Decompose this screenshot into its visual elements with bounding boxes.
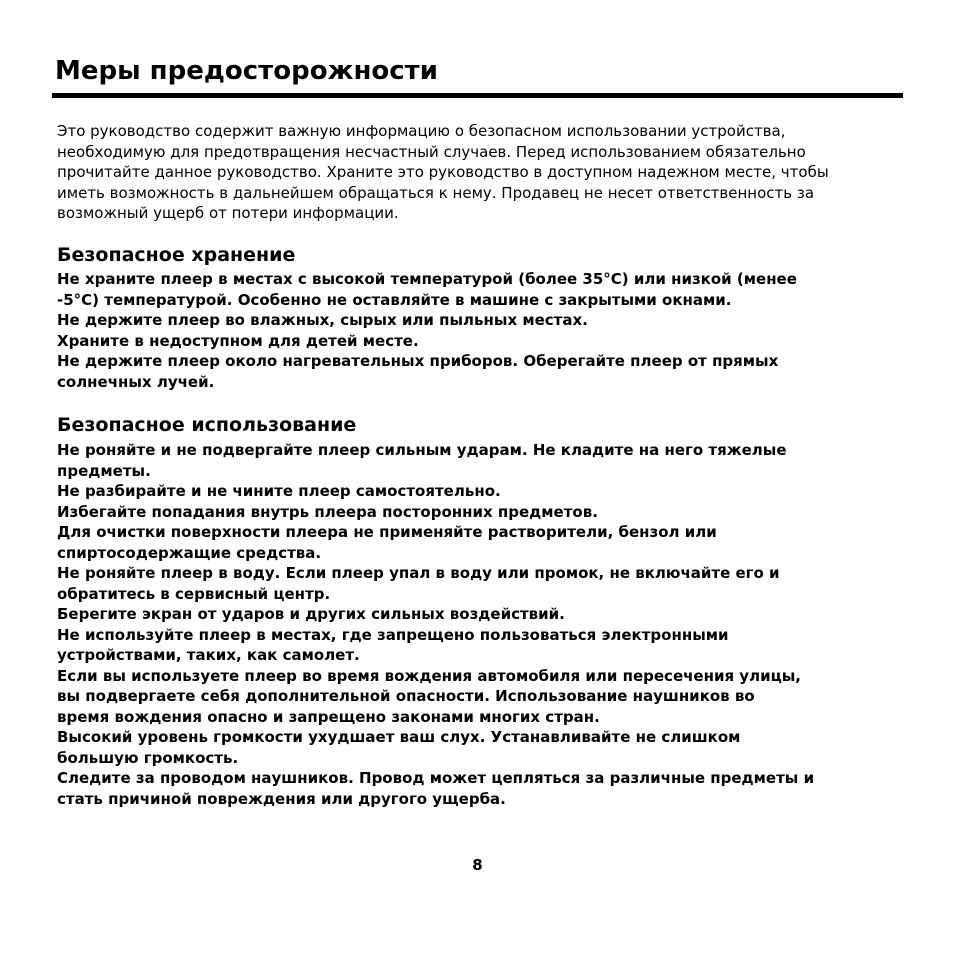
text-line: Следите за проводом наушников. Провод может цепляться за различные предметы и bbox=[57, 769, 815, 787]
text-line: предметы. bbox=[57, 461, 151, 480]
storage-section bbox=[57, 269, 797, 392]
text-line: Не роняйте и не подвергайте плеер сильным ударам. Не кладите на него тяжелые bbox=[57, 441, 787, 459]
text-line: Это руководство содержит важную информацию о безопасном использовании устройства, bbox=[57, 122, 786, 140]
storage-heading: Безопасное хранение bbox=[57, 244, 296, 266]
text-line: Для очистки поверхности плеера не применяйте растворители, бензол или bbox=[57, 523, 717, 541]
text-line: иметь возможность в дальнейшем обращаться к нему. Продавец не несет ответственность за bbox=[57, 183, 815, 202]
page-title: Меры предосторожности bbox=[55, 56, 438, 86]
text-line: устройствами, таких, как самолет. bbox=[57, 646, 360, 664]
text-line: Если вы используете плеер во время вождения автомобиля или пересечения улицы, bbox=[57, 666, 801, 685]
text-line: вы подвергаете себя дополнительной опасности. Использование наушников во bbox=[57, 687, 755, 705]
text-line: Избегайте попадания внутрь плеера посторонних предметов. bbox=[57, 502, 598, 521]
text-line: обратитесь в сервисный центр. bbox=[57, 584, 331, 603]
text-line: прочитайте данное руководство. Храните это руководство в доступном надежном месте, чтобы bbox=[57, 163, 829, 181]
text-line: Высокий уровень громкости ухудшает ваш слух. Устанавливайте не слишком bbox=[57, 728, 741, 746]
text-line: Не используйте плеер в местах, где запрещено пользоваться электронными bbox=[57, 625, 729, 644]
text-line: необходимую для предотвращения несчастный случаев. Перед использованием обязательно bbox=[57, 142, 806, 161]
intro-paragraph bbox=[57, 121, 829, 224]
text-line: Не храните плеер в местах с высокой температурой (более 35°C) или низкой (менее bbox=[57, 270, 797, 288]
usage-section bbox=[57, 440, 814, 809]
text-line: Храните в недоступном для детей месте. bbox=[57, 331, 419, 350]
text-line: Не держите плеер во влажных, сырых или пыльных местах. bbox=[57, 311, 588, 329]
text-line: солнечных лучей. bbox=[57, 372, 215, 391]
text-line: Не роняйте плеер в воду. Если плеер упал в воду или промок, не включайте его и bbox=[57, 564, 780, 582]
text-line: -5°C) температурой. Особенно не оставляйте в машине с закрытыми окнами. bbox=[57, 290, 732, 309]
usage-heading: Безопасное использование bbox=[57, 414, 357, 436]
page-number: 8 bbox=[472, 856, 483, 874]
text-line: большую громкость. bbox=[57, 748, 239, 767]
text-line: стать причиной повреждения или другого ущерба. bbox=[57, 789, 506, 808]
text-line: возможный ущерб от потери информации. bbox=[57, 204, 399, 222]
text-line: Берегите экран от ударов и других сильных воздействий. bbox=[57, 605, 565, 623]
text-line: Не разбирайте и не чините плеер самостоятельно. bbox=[57, 482, 501, 500]
text-line: спиртосодержащие средства. bbox=[57, 543, 322, 562]
text-line: Не держите плеер около нагревательных приборов. Оберегайте плеер от прямых bbox=[57, 352, 779, 370]
text-line: время вождения опасно и запрещено законами многих стран. bbox=[57, 707, 600, 726]
title-rule bbox=[52, 93, 903, 98]
